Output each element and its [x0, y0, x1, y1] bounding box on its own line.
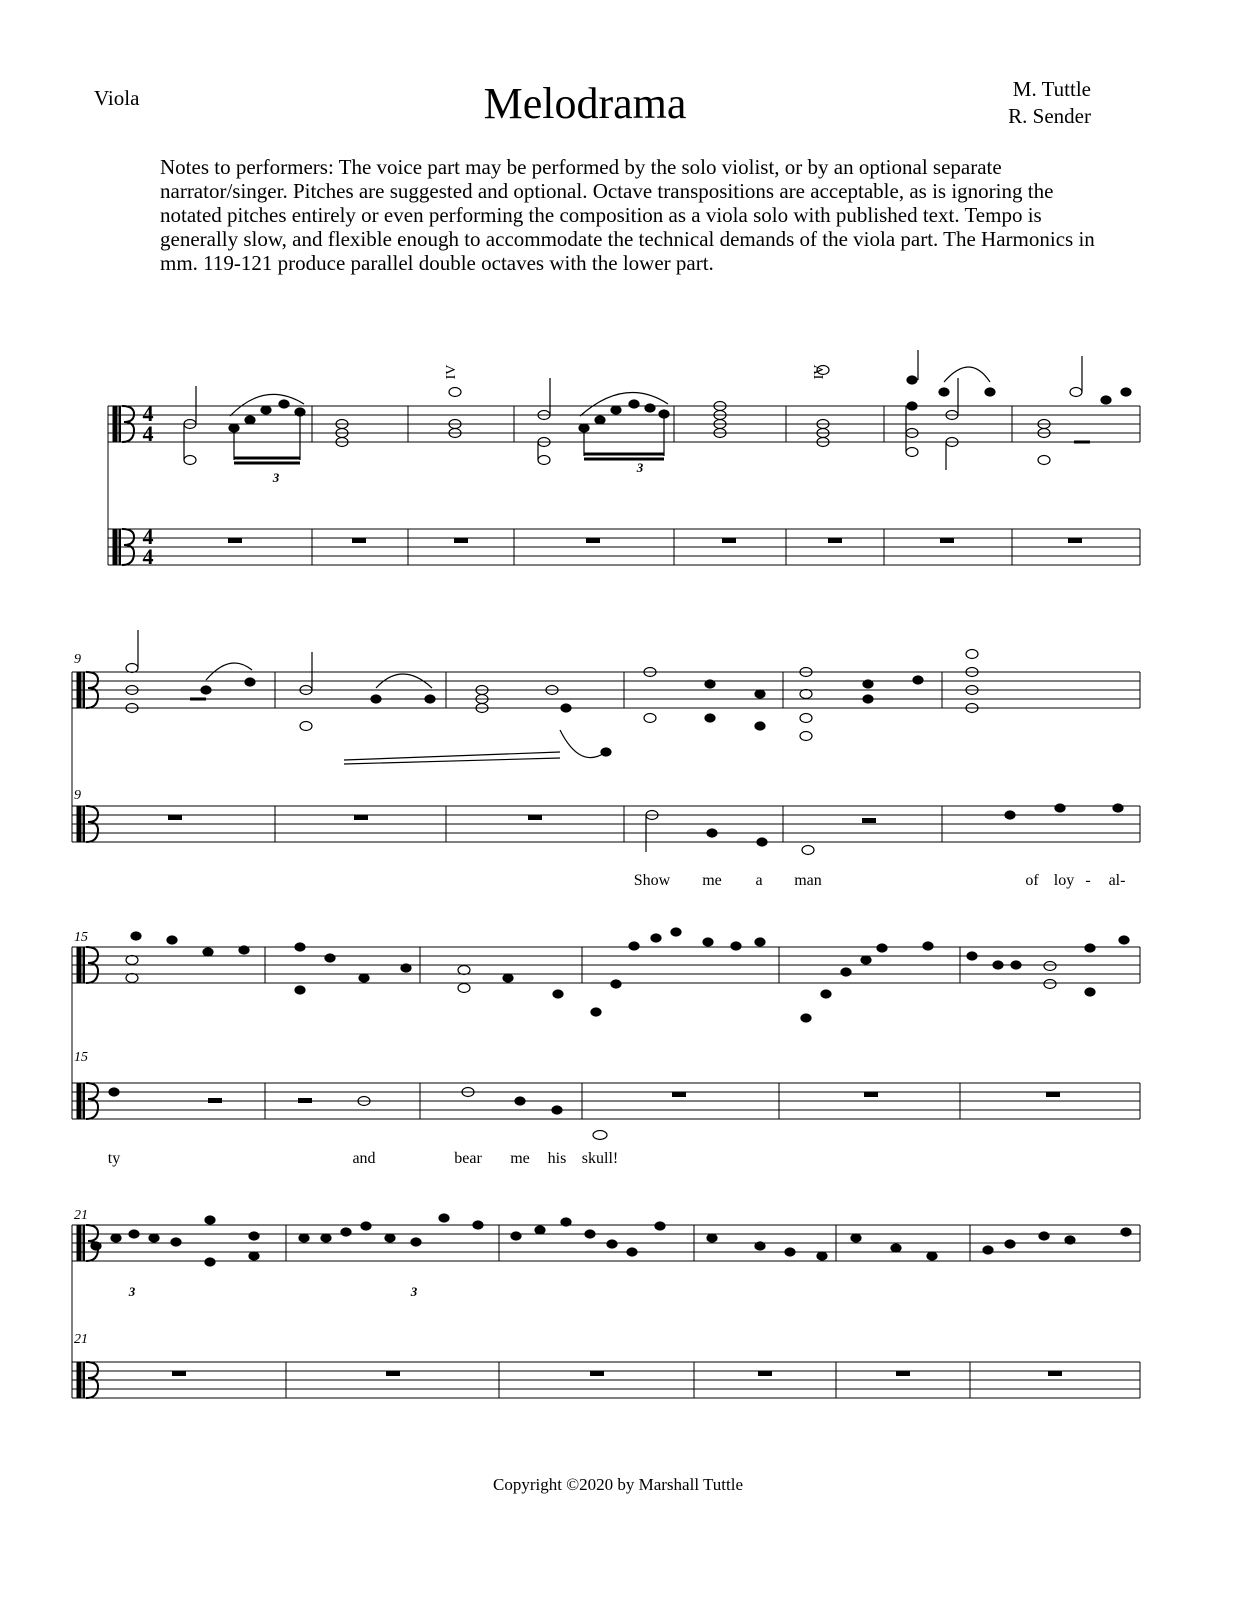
harmonic-marking: IV	[812, 364, 827, 380]
lyric-word: ty	[107, 1150, 121, 1167]
whole-rest	[352, 538, 366, 543]
whole-rest	[386, 1371, 400, 1376]
whole-rest	[354, 815, 368, 820]
lyric-word: and	[352, 1150, 376, 1167]
system-3-notes	[126, 928, 1129, 1022]
whole-rest	[896, 1371, 910, 1376]
system-2-notes	[126, 630, 978, 764]
note	[801, 1014, 811, 1022]
system-1-notes	[184, 350, 1131, 470]
system-2-barlines	[72, 672, 1140, 842]
note	[939, 388, 949, 396]
note	[983, 1246, 993, 1254]
note	[458, 966, 470, 975]
time-sig-denominator: 4	[142, 421, 154, 446]
harmonic-marking: IV	[444, 364, 459, 380]
author-name: R. Sender	[1008, 104, 1091, 128]
lyric-word: skull!	[581, 1150, 619, 1167]
whole-rest	[172, 1371, 186, 1376]
whole-rest	[454, 538, 468, 543]
whole-rest	[864, 1092, 878, 1097]
whole-rest	[528, 815, 542, 820]
note	[591, 1008, 601, 1016]
lyric-word: Show	[633, 872, 671, 889]
lyric-word: me	[510, 1150, 530, 1167]
measure-number-21b: 21	[74, 1332, 88, 1347]
note	[109, 1088, 119, 1096]
voice-rests	[168, 538, 1082, 1376]
note	[261, 406, 271, 414]
whole-rest	[828, 538, 842, 543]
note	[707, 1234, 717, 1242]
whole-rest	[1048, 1371, 1062, 1376]
whole-rest	[1046, 1092, 1060, 1097]
lyric-word: his	[547, 1150, 567, 1167]
system-2-viola-staff	[72, 672, 1140, 708]
note	[1044, 962, 1056, 971]
system-4-voice-staff	[72, 1362, 1140, 1398]
note	[967, 952, 977, 960]
lyric-word: man	[794, 872, 822, 889]
note	[245, 416, 255, 424]
note	[126, 956, 138, 965]
whole-rest	[168, 815, 182, 820]
system-4-viola-staff	[72, 1225, 1140, 1261]
triplet-number: 3	[272, 470, 280, 485]
note	[184, 456, 196, 465]
whole-rest	[940, 538, 954, 543]
note	[279, 400, 289, 408]
note	[966, 650, 978, 659]
triplet-number: 3	[128, 1284, 136, 1299]
system-3-voice-staff	[72, 1083, 1140, 1119]
lyric-word: of	[1025, 872, 1039, 889]
note	[511, 1232, 521, 1240]
time-sig-numerator: 4	[142, 524, 154, 549]
triplet-number: 3	[410, 1284, 418, 1299]
system-1-voice-staff	[108, 529, 1140, 565]
alto-clefs	[77, 406, 134, 1398]
triplet-number: 3	[636, 460, 644, 475]
system-3-viola-staff	[72, 947, 1140, 983]
whole-rest	[1068, 538, 1082, 543]
whole-rest	[758, 1371, 772, 1376]
note	[91, 1242, 101, 1250]
system-2-voice-staff	[72, 806, 1140, 842]
system-1-barlines	[108, 406, 1140, 565]
lyric-word: a	[755, 872, 763, 889]
time-sig-denominator: 4	[142, 544, 154, 569]
system-2-voice-notes	[646, 804, 1123, 855]
note	[295, 943, 305, 951]
lyric-word: loy	[1053, 872, 1075, 889]
half-rest	[298, 1098, 312, 1103]
note	[126, 664, 138, 673]
performance-notes: Notes to performers: The voice part may be performed by the solo violist, or by an optional separate narrator/singer. Pitches are suggested and optional. Octave transpositions are acceptable, as is ignoring the notated pitches entirely or even performing the composition as a viola solo with published text. Tempo is generally slow, and flexible enough to accommodate the technical demands of the viola part. The Harmonics in mm. 119-121 produce parallel double octaves with the lower part.	[160, 155, 1095, 275]
lyric-hyphen: -	[1085, 872, 1091, 889]
measure-number-21a: 21	[74, 1208, 88, 1223]
system-4-notes	[91, 1214, 1131, 1266]
whole-rest	[228, 538, 242, 543]
composer-name: M. Tuttle	[1012, 77, 1091, 101]
lyric-word: bear	[454, 1150, 482, 1167]
whole-rest	[672, 1092, 686, 1097]
half-rest	[862, 818, 876, 823]
lyric-word: me	[702, 872, 722, 889]
lyric-word: al-	[1108, 872, 1126, 889]
time-sig-numerator: 4	[142, 401, 154, 426]
measure-number-15a: 15	[74, 930, 88, 945]
whole-rest	[722, 538, 736, 543]
whole-rest	[590, 1371, 604, 1376]
measure-number-15b: 15	[74, 1050, 88, 1065]
system-3-barlines	[72, 947, 1140, 1119]
whole-rest	[586, 538, 600, 543]
half-rest	[208, 1098, 222, 1103]
system-4-barlines	[72, 1225, 1140, 1398]
note	[851, 1234, 861, 1242]
note	[907, 376, 917, 384]
copyright-notice: Copyright ©2020 by Marshall Tuttle	[493, 1475, 743, 1494]
measure-number-9b: 9	[74, 788, 81, 803]
note	[299, 1234, 309, 1242]
instrument-name: Viola	[94, 86, 140, 110]
measure-number-9a: 9	[74, 652, 81, 667]
system-3-voice-notes	[109, 1088, 607, 1140]
page-title: Melodrama	[483, 79, 687, 128]
